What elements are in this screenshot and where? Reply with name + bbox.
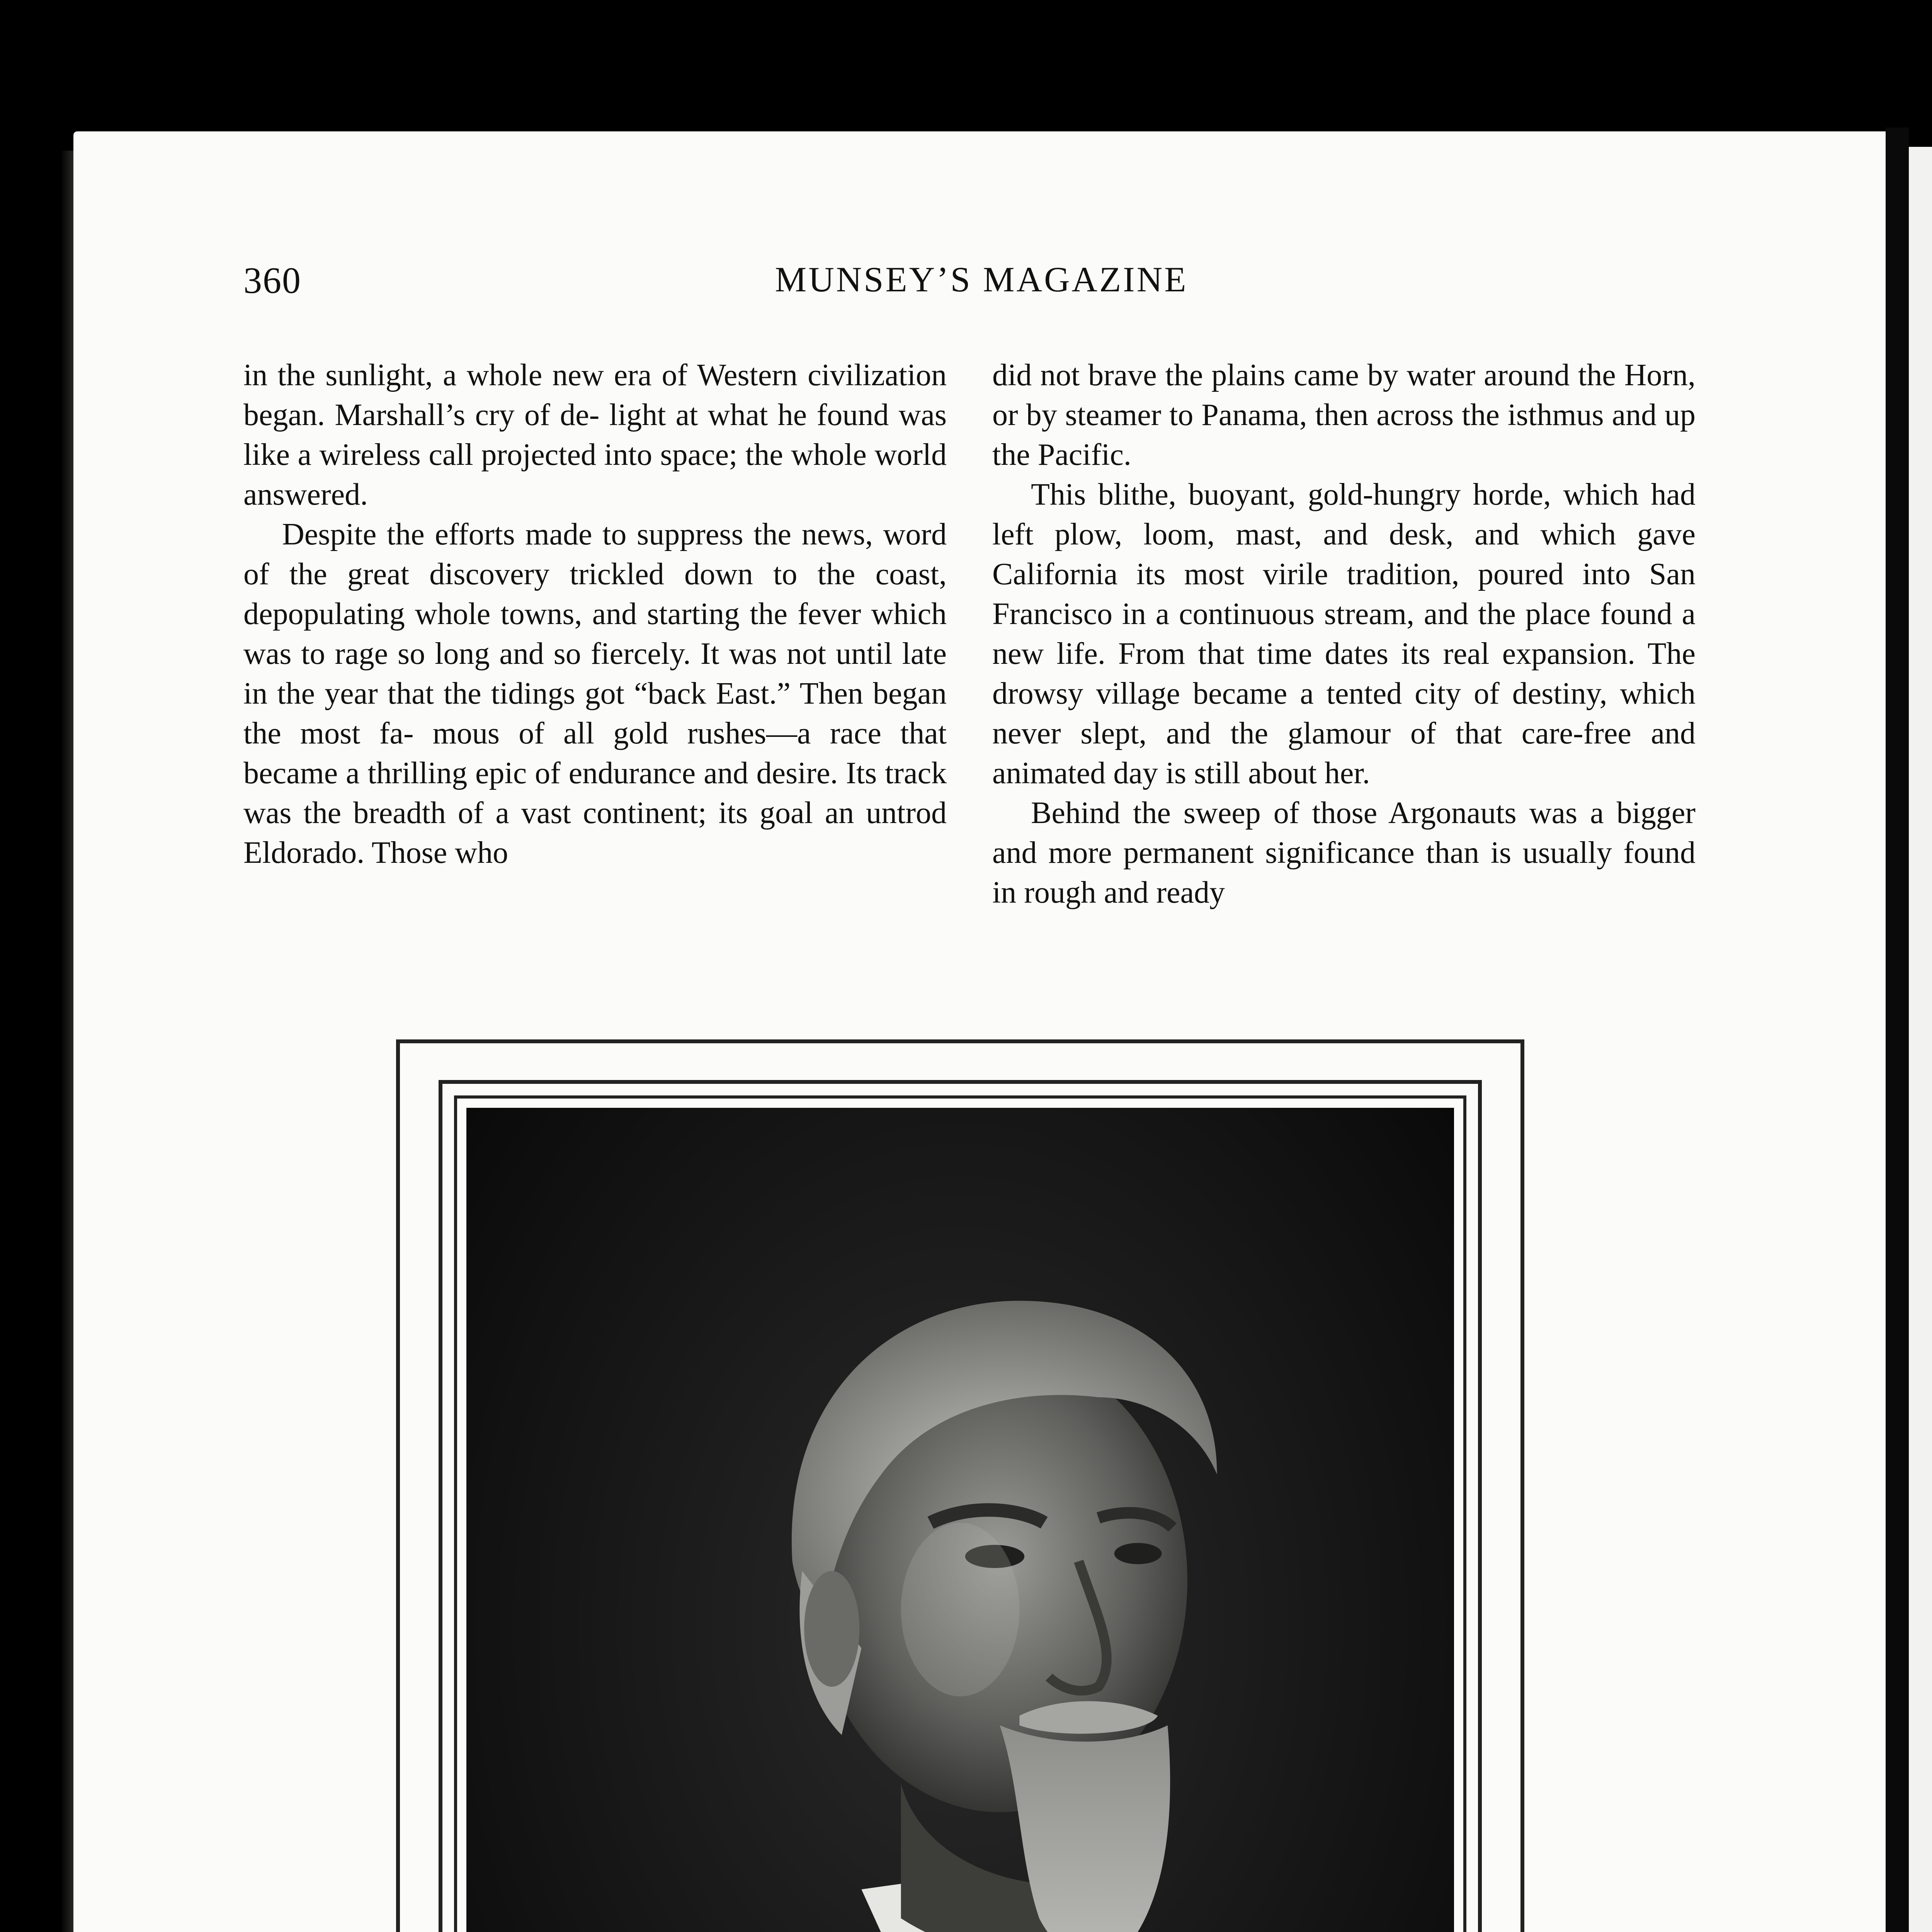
page-number: 360 (243, 260, 301, 301)
text-line: towns, and starting the fever which was to (243, 597, 947, 671)
paragraph (243, 515, 947, 873)
text-line: and which gave California its most virile (992, 517, 1696, 591)
text-line: did not brave the plains came by water (992, 358, 1476, 392)
text-line: mous of all gold rushes—a race that became (243, 716, 947, 790)
text-line: the glamour of that care-free and animated (992, 716, 1696, 790)
text-line: tented city of destiny, which never slept, and (992, 677, 1696, 750)
paragraph (992, 355, 1696, 475)
text-line: track was the breadth of a vast continent; (243, 756, 947, 830)
text-line: “back East.” Then began the most fa- (243, 677, 947, 750)
text-column-left (243, 355, 947, 873)
text-line: than is usually found in rough and ready (992, 836, 1696, 910)
text-line: around the Horn, or by steamer to Panama, (992, 358, 1696, 432)
text-line: expansion. The drowsy village became a (992, 637, 1696, 711)
portrait-photograph (466, 1108, 1454, 1932)
text-line: then across the isthmus and up the Pacific. (992, 398, 1696, 472)
paragraph (992, 793, 1696, 913)
text-line: civilization began. Marshall’s cry of de- (243, 358, 947, 432)
page-gutter (1886, 128, 1909, 1932)
text-line: This blithe, buoyant, gold-hungry horde, (1031, 478, 1551, 512)
text-line: a bigger and more permanent significance (992, 796, 1696, 870)
running-head: MUNSEY’S MAGAZINE (775, 260, 1188, 299)
portrait-image (466, 1108, 1454, 1932)
portrait-frame-inner-rule (454, 1095, 1466, 1932)
portrait-frame (396, 1039, 1524, 1932)
text-line: down to the coast, depopulating whole (243, 557, 947, 631)
text-line: day is still about her. (1113, 756, 1370, 790)
text-line: light at what he found was like a wireless (243, 398, 947, 472)
text-line: new life. From that time dates its real (992, 637, 1490, 671)
text-line: news, word of the great discovery trickled (243, 517, 947, 591)
text-line: Behind the sweep of those Argonauts was (1031, 796, 1578, 830)
text-line: until late in the year that the tidings got (243, 637, 947, 711)
text-line: which had left plow, loom, mast, and desk, (992, 478, 1696, 551)
text-line: tradition, poured into San Francisco in a (992, 557, 1696, 631)
text-line: answered. (243, 478, 368, 512)
text-line: rage so long and so fiercely. It was not (335, 637, 827, 671)
paragraph (992, 475, 1696, 793)
text-line: in the sunlight, a whole new era of Western (243, 358, 798, 392)
text-line: Despite the efforts made to suppress the (282, 517, 791, 551)
text-line: continuous stream, and the place found a (1179, 597, 1696, 631)
paragraph (243, 355, 947, 515)
text-line: its goal an untrod Eldorado. Those who (243, 796, 947, 870)
text-line: a thrilling epic of endurance and desire. Its (346, 756, 877, 790)
portrait-frame-rule (439, 1080, 1482, 1932)
text-line: call projected into space; the whole world (429, 438, 947, 472)
next-page-edge (1909, 147, 1932, 1932)
text-column-right (992, 355, 1696, 913)
